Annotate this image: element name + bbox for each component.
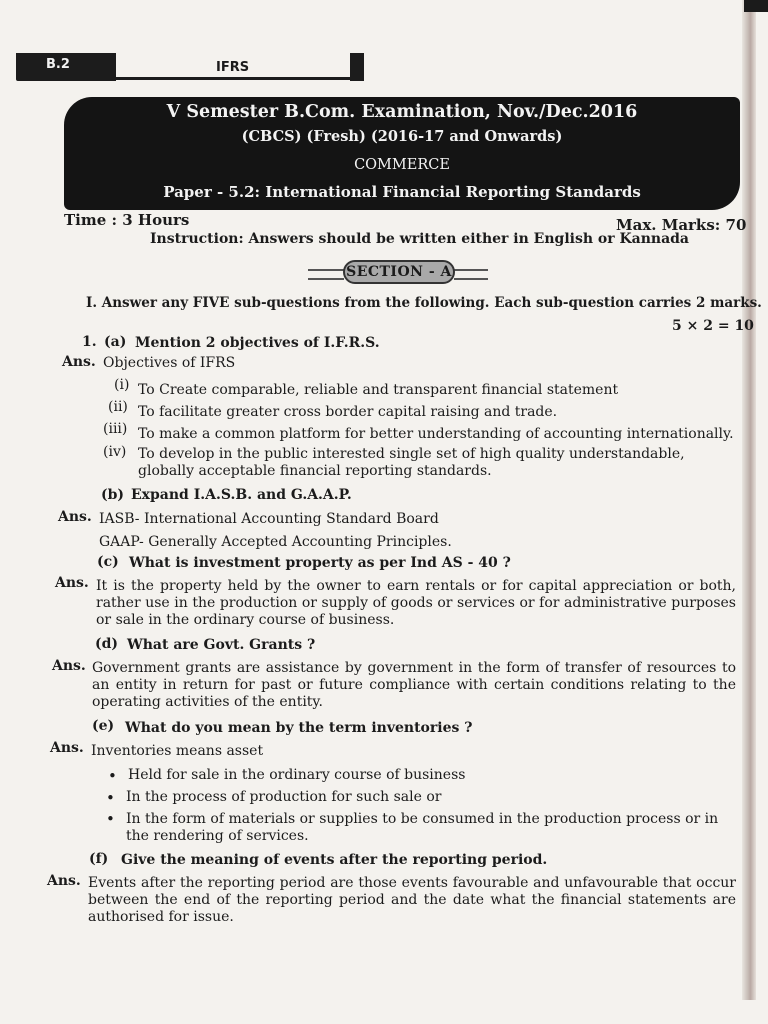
answer-text: Government grants are assistance by government in the form of transfer of resources to an entity in return for past or future compliance with certain conditions relating to the operating activities of the entity. (92, 660, 736, 710)
bullet-item: • In the form of materials or supplies to be consumed in the production process or in the rendering of services. (126, 811, 736, 845)
answer-line: GAAP- Generally Accepted Accounting Principles. (99, 534, 452, 550)
question-text: What is investment property as per Ind AS - 40 ? (129, 555, 511, 571)
answer-text: It is the property held by the owner to earn rentals or for capital appreciation or both, rather use in the production or supply of goods or services or for administrative purposes or sale in the ordinary course of business. (96, 578, 736, 628)
exam-time: Time : 3 Hours (64, 211, 190, 229)
exam-banner (64, 97, 740, 210)
answer-label: Ans. (52, 658, 86, 674)
running-head-rule (116, 77, 352, 80)
question-text: What are Govt. Grants ? (127, 637, 316, 653)
list-item-number: (iii) (103, 421, 128, 437)
answer-line: IASB- International Accounting Standard Board (99, 511, 439, 527)
list-item-number: (ii) (108, 399, 128, 415)
exam-subject: COMMERCE (354, 157, 450, 173)
paper-title: Paper - 5.2: International Financial Reporting Standards (163, 183, 641, 201)
page-edge (742, 0, 756, 1000)
question-text: Expand I.A.S.B. and G.A.A.P. (131, 487, 352, 503)
marks-scheme: 5 × 2 = 10 (672, 318, 754, 334)
answer-label: Ans. (62, 354, 96, 370)
running-head-end (350, 53, 364, 81)
question-text: What do you mean by the term inventories ? (125, 720, 473, 736)
answer-intro: Objectives of IFRS (103, 355, 236, 371)
question-id: (b) (101, 487, 125, 503)
question-text: Mention 2 objectives of I.F.R.S. (135, 335, 380, 351)
list-item-number: (iv) (103, 444, 127, 460)
list-item-text: To Create comparable, reliable and transparent financial statement (138, 382, 619, 398)
instruction: Instruction: Answers should be written either in English or Kannada (150, 231, 690, 247)
section-rule-left (308, 269, 344, 280)
answer-label: Ans. (47, 873, 81, 889)
question-number: 1. (82, 334, 97, 350)
page-number: B.2 (46, 57, 70, 72)
list-item-number: (i) (114, 377, 130, 393)
answer-text: Events after the reporting period are those events favourable and unfavourable that occur between the end of the reporting period and the date what the financial statements are authorised for issue. (88, 875, 736, 925)
list-item-text: To develop in the public interested single set of high quality understandable, globally acceptable financial reporting standards. (138, 446, 685, 479)
max-marks: Max. Marks: 70 (616, 216, 747, 234)
section-heading (308, 260, 488, 286)
answer-label: Ans. (50, 740, 84, 756)
list-item-text: To facilitate greater cross border capital raising and trade. (138, 404, 558, 420)
corner-shadow (744, 0, 768, 12)
section-rule-right (454, 269, 488, 280)
answer-label: Ans. (55, 575, 89, 591)
answer-label: Ans. (58, 509, 92, 525)
running-head-title: IFRS (216, 60, 250, 75)
question-text: Give the meaning of events after the reporting period. (121, 852, 548, 868)
bullet-item: • Held for sale in the ordinary course of business (128, 767, 465, 783)
exam-scheme: (CBCS) (Fresh) (2016-17 and Onwards) (241, 128, 563, 145)
question-id: (c) (97, 554, 119, 570)
question-id: (d) (95, 636, 119, 652)
exam-title: V Semester B.Com. Examination, Nov./Dec.2016 (166, 102, 638, 122)
list-item-text: To make a common platform for better understanding of accounting internationally. (138, 426, 734, 442)
answer-intro: Inventories means asset (91, 743, 264, 759)
section-label: SECTION - A (343, 260, 455, 284)
question-heading: I. Answer any FIVE sub-questions from the following. Each sub-question carries 2 marks. (86, 295, 762, 311)
running-head (16, 53, 364, 81)
question-id: (e) (92, 718, 115, 734)
bullet-item: • In the process of production for such sale or (126, 789, 442, 805)
question-id: (a) (104, 334, 127, 350)
question-id: (f) (89, 851, 109, 867)
